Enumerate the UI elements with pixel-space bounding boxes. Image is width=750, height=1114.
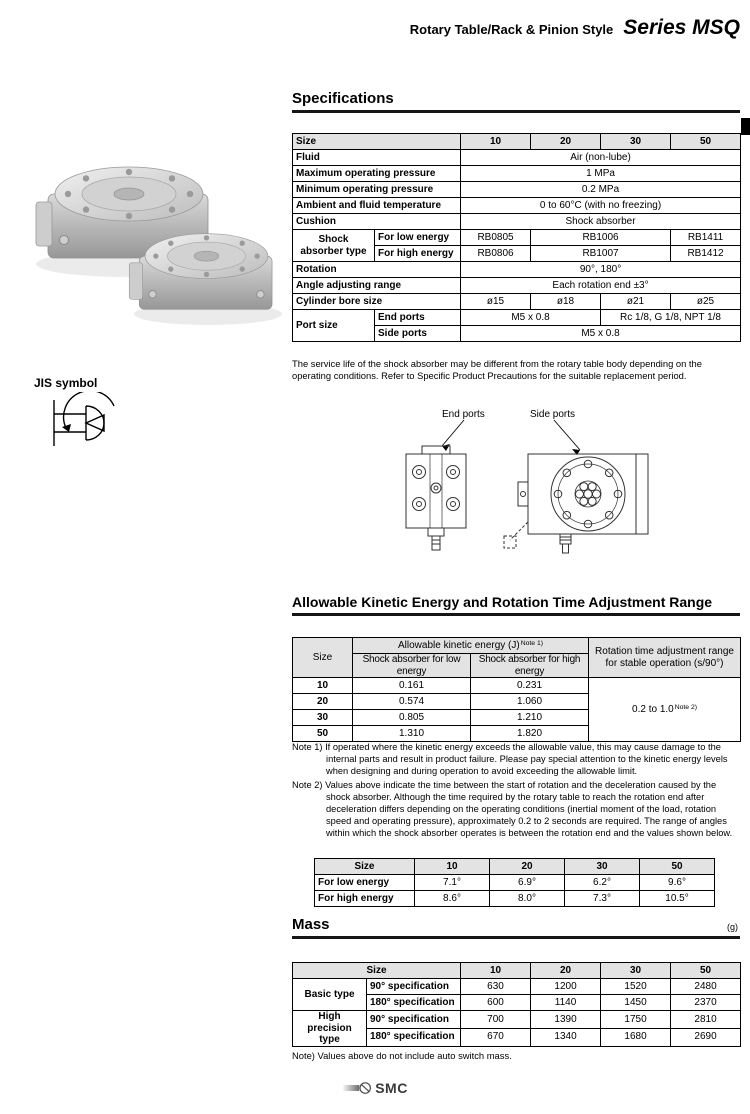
value-cell: 8.0° (490, 891, 565, 907)
rotation-range-cell: 0.2 to $1.0^{Note 2)}$ (589, 678, 741, 742)
specifications-table (292, 133, 741, 342)
value-cell: 90°, 180° (461, 262, 741, 278)
value-cell: ø25 (671, 294, 741, 310)
value-cell: ø18 (531, 294, 601, 310)
spec-row-rotation (293, 262, 741, 278)
header-cell: Size (293, 638, 353, 678)
label-cell: For low energy (315, 875, 415, 891)
label-cell: High precision type (293, 1011, 367, 1047)
spec-row-bore (293, 294, 741, 310)
port-diagrams (292, 404, 740, 590)
header-cell: Size (293, 134, 461, 150)
value-cell: RB1006 (531, 230, 671, 246)
header-cell: Shock absorber for high energy (471, 654, 589, 678)
spec-row-shock-low (293, 230, 741, 246)
value-cell: 1140 (531, 995, 601, 1011)
kinetic-row-10 (293, 678, 741, 694)
value-cell: 2370 (671, 995, 741, 1011)
header-cell: Rotation time adjustment range for stable operation (s/90°) (589, 638, 741, 678)
value-cell: 1390 (531, 1011, 601, 1029)
value-cell: 9.6° (640, 875, 715, 891)
value-cell: 2480 (671, 979, 741, 995)
label-cell: 90° specification (367, 979, 461, 995)
angle-header-row (315, 859, 715, 875)
kinetic-notes (292, 742, 740, 842)
header-cell: 30 (601, 963, 671, 979)
value-cell: RB0806 (461, 246, 531, 262)
spec-row-max-pressure (293, 166, 741, 182)
mass-table (292, 962, 741, 1047)
header-cell: Shock absorber for low energy (353, 654, 471, 678)
value-cell: 1450 (601, 995, 671, 1011)
value-cell: Rc 1/8, G 1/8, NPT 1/8 (601, 310, 741, 326)
kinetic-header-row-1 (293, 638, 741, 654)
mass-heading: Mass (g) (292, 916, 740, 939)
value-cell: 6.9° (490, 875, 565, 891)
header-cell: 20 (531, 134, 601, 150)
specifications-heading: Specifications (292, 90, 740, 113)
value-cell: 1.820 (471, 726, 589, 742)
label-cell: Shock absorber type (293, 230, 375, 262)
label-cell: Cushion (293, 214, 461, 230)
spec-row-end-ports (293, 310, 741, 326)
spec-footnote: The service life of the shock absorber may be different from the rotary table body depending on the operating conditions. Refer to Specific Product Precautions for the suitable replacement period. (292, 358, 702, 382)
header-cell: 20 (490, 859, 565, 875)
value-cell: 1200 (531, 979, 601, 995)
mass-header-row (293, 963, 741, 979)
value-cell: RB1412 (671, 246, 741, 262)
label-cell: 180° specification (367, 1028, 461, 1046)
header-cell: Allowable kinetic energy $(J)^{Note 1)}$ (353, 638, 589, 654)
value-cell: 10.5° (640, 891, 715, 907)
value-cell: Air (non-lube) (461, 150, 741, 166)
spec-row-angle (293, 278, 741, 294)
end-view-drawing (406, 446, 466, 550)
value-cell: Each rotation end ±3° (461, 278, 741, 294)
size-cell: 10 (293, 678, 353, 694)
value-cell: 0.2 MPa (461, 182, 741, 198)
kinetic-heading: Allowable Kinetic Energy and Rotation Time Adjustment Range (292, 594, 740, 616)
mass-footnote: Note) Values above do not include auto switch mass. (292, 1050, 512, 1061)
value-cell: 600 (461, 995, 531, 1011)
mass-row-basic-90 (293, 979, 741, 995)
value-cell: M5 x 0.8 (461, 310, 601, 326)
size-cell: 30 (293, 710, 353, 726)
value-cell: ø15 (461, 294, 531, 310)
value-cell: 0.805 (353, 710, 471, 726)
value-cell: 2810 (671, 1011, 741, 1029)
value-cell: 670 (461, 1028, 531, 1046)
value-cell: 2690 (671, 1028, 741, 1046)
header-cell: Size (293, 963, 461, 979)
value-cell: 630 (461, 979, 531, 995)
header-cell: 10 (461, 134, 531, 150)
value-cell: 0 to 60°C (with no freezing) (461, 198, 741, 214)
smc-logo (342, 1080, 408, 1096)
header-cell: 10 (461, 963, 531, 979)
angle-table (314, 858, 715, 907)
label-cell: End ports (375, 310, 461, 326)
mass-unit-label: (g) (727, 922, 738, 932)
label-cell: For high energy (375, 246, 461, 262)
size-cell: 20 (293, 694, 353, 710)
label-cell: 90° specification (367, 1011, 461, 1029)
header-cell: 30 (601, 134, 671, 150)
value-cell: 1.210 (471, 710, 589, 726)
label-cell: Fluid (293, 150, 461, 166)
label-cell: Minimum operating pressure (293, 182, 461, 198)
rotary-actuator-photo (26, 136, 284, 341)
kinetic-table (292, 637, 741, 742)
spec-row-header (293, 134, 741, 150)
header-cell: 50 (671, 963, 741, 979)
spec-row-cushion (293, 214, 741, 230)
spec-row-min-pressure (293, 182, 741, 198)
size-cell: 50 (293, 726, 353, 742)
value-cell: M5 x 0.8 (461, 326, 741, 342)
value-cell: ø21 (601, 294, 671, 310)
label-cell: Angle adjusting range (293, 278, 461, 294)
page-edge-tab (741, 118, 750, 135)
label-cell: Rotation (293, 262, 461, 278)
value-cell: 0.231 (471, 678, 589, 694)
value-cell: 8.6° (415, 891, 490, 907)
spec-row-fluid (293, 150, 741, 166)
spec-row-temperature (293, 198, 741, 214)
value-cell: 0.574 (353, 694, 471, 710)
label-cell: Cylinder bore size (293, 294, 461, 310)
series-title: Series MSQ (623, 16, 740, 39)
label-cell: Port size (293, 310, 375, 342)
note-2: Note 2) Values above indicate the time between the start of rotation and the deceleration caused by the shock absorber. Although the time required by the rotary table to reach the rotation end after deceleration differs depending on the operating conditions (inertial moment of the load, rotation speed and operating pressure), approximately 0.2 to 2 seconds are required. The range of angles within which the shock absorber operates is between the rotation end and the values shown below. (292, 780, 733, 838)
value-cell: 1680 (601, 1028, 671, 1046)
product-photo (26, 136, 284, 341)
jis-symbol-diagram (40, 392, 155, 459)
angle-row-low (315, 875, 715, 891)
value-cell: Shock absorber (461, 214, 741, 230)
content-column (292, 0, 740, 1114)
header-cell: 50 (640, 859, 715, 875)
value-cell: RB1007 (531, 246, 671, 262)
value-cell: 0.161 (353, 678, 471, 694)
header-cell: 20 (531, 963, 601, 979)
label-cell: Basic type (293, 979, 367, 1011)
value-cell: 1.060 (471, 694, 589, 710)
note2-ref: Note 2) (674, 703, 698, 711)
value-cell: 1 MPa (461, 166, 741, 182)
label-cell: Side ports (375, 326, 461, 342)
header-cell: Size (315, 859, 415, 875)
smc-logo-mark (342, 1081, 372, 1095)
angle-row-high (315, 891, 715, 907)
value-cell: 1340 (531, 1028, 601, 1046)
value-cell: RB0805 (461, 230, 531, 246)
label-cell: For low energy (375, 230, 461, 246)
jis-symbol-label: JIS symbol (34, 376, 98, 390)
value-cell: 7.1° (415, 875, 490, 891)
label-cell: Maximum operating pressure (293, 166, 461, 182)
note-1: Note 1) If operated where the kinetic energy exceeds the allowable value, this may cause damage to the internal parts and result in product failure. Please pay special attention to the kinetic energy levels when designing and during operation to avoid exceeding the allowable limit. (292, 742, 728, 776)
end-ports-label: End ports (442, 409, 485, 420)
header-cell: 50 (671, 134, 741, 150)
note1-ref: Note 1) (520, 639, 544, 647)
smc-logo-text: SMC (375, 1080, 408, 1096)
value-cell: 7.3° (565, 891, 640, 907)
value-cell: 1750 (601, 1011, 671, 1029)
label-cell: 180° specification (367, 995, 461, 1011)
value-cell: RB1411 (671, 230, 741, 246)
value-cell: 6.2° (565, 875, 640, 891)
label-cell: Ambient and fluid temperature (293, 198, 461, 214)
mass-row-high-90 (293, 1011, 741, 1029)
top-view-drawing (504, 454, 648, 553)
value-cell: 1.310 (353, 726, 471, 742)
header-cell: 30 (565, 859, 640, 875)
label-cell: For high energy (315, 891, 415, 907)
value-cell: 1520 (601, 979, 671, 995)
side-ports-label: Side ports (530, 409, 576, 420)
page-title-prefix: Rotary Table/Rack & Pinion Style (409, 22, 614, 37)
value-cell: 700 (461, 1011, 531, 1029)
header-cell: 10 (415, 859, 490, 875)
